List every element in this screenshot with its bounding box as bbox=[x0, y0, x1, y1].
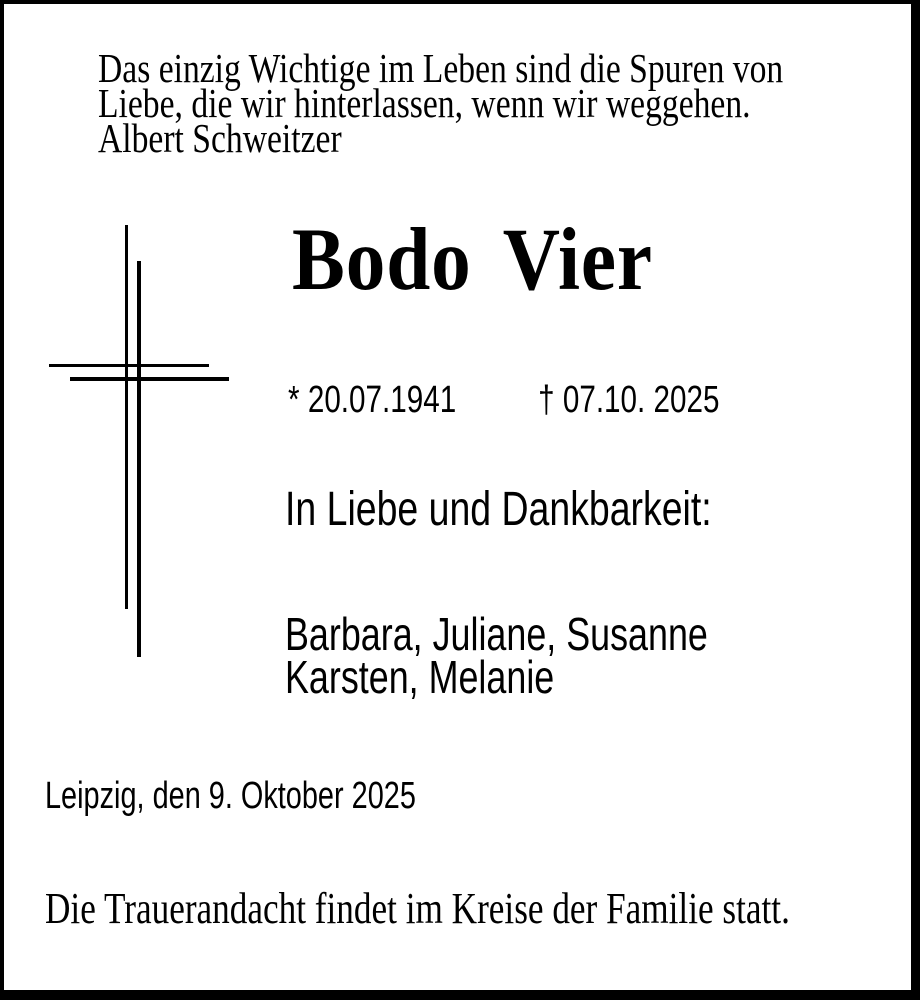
obituary-quote bbox=[98, 45, 784, 161]
quote-attribution: Albert Schweitzer bbox=[98, 115, 342, 161]
cross-horizontal-line-upper bbox=[49, 364, 209, 367]
memorial-cross-icon bbox=[49, 225, 239, 657]
life-dates bbox=[288, 381, 719, 419]
place-and-date-line: Leipzig, den 9. Oktober 2025 bbox=[45, 775, 416, 817]
cross-vertical-line-thin bbox=[125, 225, 128, 609]
birth-date bbox=[288, 379, 456, 421]
death-dagger-symbol: † bbox=[538, 379, 555, 421]
quote-line-2: Liebe, die wir hinterlassen, wenn wir weggehen. bbox=[98, 80, 751, 126]
dedication-line: In Liebe und Dankbarkeit: bbox=[285, 483, 712, 536]
birth-star-symbol: * bbox=[288, 379, 300, 421]
mourners-line-2: Karsten, Melanie bbox=[285, 651, 555, 703]
mourners-list bbox=[285, 608, 708, 703]
mourners-line-1: Barbara, Juliane, Susanne bbox=[285, 608, 708, 660]
deceased-name: Bodo Vier bbox=[292, 211, 653, 309]
cross-horizontal-line-lower bbox=[70, 377, 229, 381]
quote-line-1: Das einzig Wichtige im Leben sind die Spuren von bbox=[98, 45, 784, 91]
birth-date-value: 20.07.1941 bbox=[307, 379, 457, 421]
cross-vertical-line-thick bbox=[137, 261, 141, 657]
death-date bbox=[538, 379, 719, 421]
closing-line: Die Trauerandacht findet im Kreise der Familie statt. bbox=[45, 884, 790, 933]
death-date-value: 07.10. 2025 bbox=[562, 379, 720, 421]
